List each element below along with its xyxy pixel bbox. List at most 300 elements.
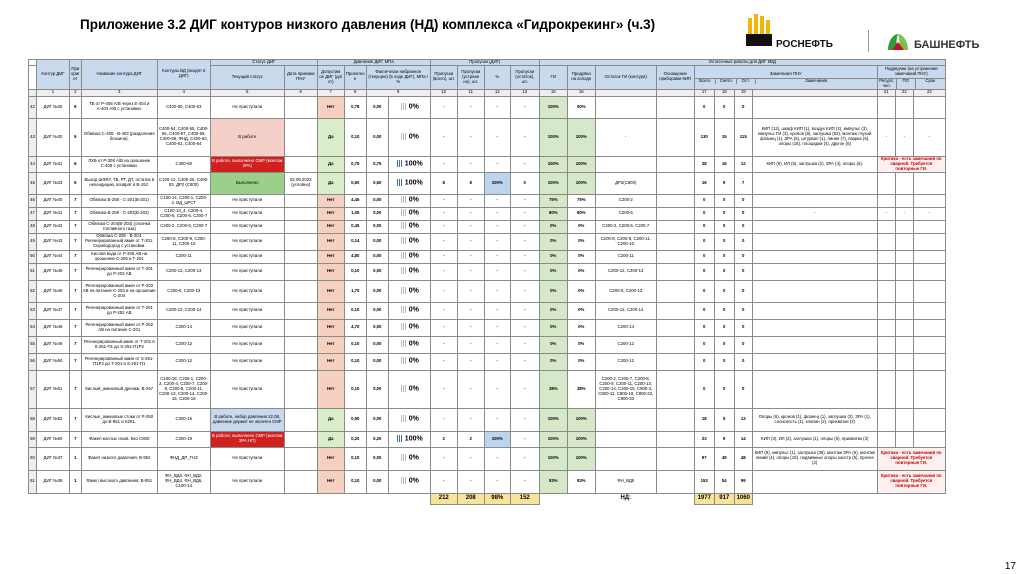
cell-po [895,280,913,302]
cell-n: 42 [29,96,37,118]
cell-actual: 0,00 [366,370,388,408]
cell-actual: 0,00 [366,220,388,233]
hdr-p-allowed: Допустим ое ДИГ (до/от) [317,65,344,89]
cell-status: Не приступали [210,280,284,302]
cell-design: 0,10 [344,353,366,370]
table-row[interactable] [29,319,946,336]
cell-actual: 0,00 [366,408,388,431]
cell-pp: - [484,280,510,302]
cell-dig: ДИГ №50 [37,353,70,370]
table-row[interactable] [29,250,946,263]
cell-gi: 0% [539,250,567,263]
cell-rf: 5 [714,408,734,431]
cell-dig: ДИГ №43 [37,233,70,250]
progress-bars-icon [400,252,407,259]
cell-res [877,302,895,319]
cell-rf: 49 [714,447,734,470]
cell-po [895,370,913,408]
cell-n: 61 [29,470,37,493]
cell-rl: 0 [734,336,752,353]
cell-gileft: С200-11 [595,250,656,263]
cell-vd: С200-6, С200-13 [157,280,210,302]
cell-equip [656,172,694,194]
cell-term [913,370,945,408]
cell-actual: 0,00 [366,118,388,156]
cell-term [913,336,945,353]
cell-rem [752,336,877,353]
table-row[interactable] [29,172,946,194]
cell-gileft: С200-12 [595,336,656,353]
cell-pl: - [510,370,539,408]
cell-pct [388,353,430,370]
cell-allowed: Да [317,408,344,431]
cell-rf: 0 [714,280,734,302]
cell-allowed: Нет [317,370,344,408]
cell-status: Не приступали [210,220,284,233]
cell-equip [656,118,694,156]
cell-vd: С100-18, С200-1, С200-2, С200-4, С200-7, С200-8, С200-9, С200-11, С200-13, С200-14, С200-15, С200-16 [157,370,210,408]
cell-equip [656,336,694,353]
table-row[interactable] [29,408,946,431]
hdr-gi-left: Остаток ГИ (контура) [595,65,656,89]
cell-vd: С200-8, С200-9, С200-11, С200-10 [157,233,210,250]
progress-bars-icon [400,454,407,461]
cell-actual: 0,00 [366,447,388,470]
hdr-status-current: Текущий статус [210,65,284,89]
cell-rt: 0 [694,280,714,302]
col-num: 23 [913,89,945,96]
cell-pr: 6 [70,156,82,172]
cell-gi: 0% [539,220,567,233]
hdr-contour-name: Название контура ДИГ [81,60,157,90]
table-row[interactable] [29,194,946,207]
cell-rl: 0 [734,96,752,118]
cell-gi: 0% [539,263,567,280]
cell-dig: ДИГ №25 [37,96,70,118]
cell-pct [388,207,430,220]
cell-pt: - [430,207,457,220]
table-row[interactable] [29,156,946,172]
cell-date [284,470,317,493]
cell-term [913,319,945,336]
cell-equip [656,207,694,220]
cell-gi: 75% [539,194,567,207]
cell-pp: - [484,470,510,493]
cell-rem [752,96,877,118]
cell-design: 0,10 [344,302,366,319]
col-num: 12 [484,89,510,96]
cell-pl: 0 [510,172,539,194]
cell-name: Обвязка С-204(В-203) (откачка топливного газа) [81,220,157,233]
cell-pt: - [430,353,457,370]
cell-date [284,431,317,447]
page-title: Приложение 3.2 ДИГ контуров низкого давления (НД) комплекса «Гидрокрекинг» (ч.3) [80,17,656,32]
cell-design: 0,75 [344,156,366,172]
cell-rf: 0 [714,96,734,118]
hdr-p-actual: Фактически набранное (текущее) (в ходе ДИГ), МПа / % [366,65,430,89]
cell-rl: 48 [734,447,752,470]
cell-equip [656,220,694,233]
table-row[interactable] [29,220,946,233]
cell-allowed: Нет [317,302,344,319]
rosneft-logo-icon [746,12,772,46]
cell-pt: - [430,250,457,263]
cell-design: 0,10 [344,370,366,408]
pct-value: 0% [408,237,419,245]
cell-pct [388,194,430,207]
cell-pr: 7 [70,263,82,280]
cell-pr: 7 [70,431,82,447]
col-num: 5 [210,89,284,96]
cell-design: 0,10 [344,118,366,156]
cell-rl: 0 [734,280,752,302]
total-pl: 152 [510,493,539,504]
table-row[interactable] [29,470,946,493]
cell-status: Не приступали [210,233,284,250]
cell-pr: 7 [70,207,82,220]
cell-po [895,336,913,353]
cell-term: - [913,118,945,156]
hdr-group-remaining: Остаточные работы для ДИГ КВД [539,60,945,66]
cell-rem [752,250,877,263]
cell-pl: - [510,220,539,233]
cell-po [895,233,913,250]
cell-rl: 0 [734,302,752,319]
cell-rem: КИП (9), импульс (1), заглушка (39), монтаж ЗРА (6), монтаж линий (4), опоры (18), подвижные опоры констр (5), прочее (2) [752,447,877,470]
cell-design: 0,10 [344,263,366,280]
logos [740,8,1000,56]
cell-name: Кислые_аминовые стоки от Р-250 до В-851 и S251. [81,408,157,431]
cell-allowed: Нет [317,319,344,336]
cell-design: 4,45 [344,194,366,207]
cell-n: 46 [29,194,37,207]
hdr-p-design: Проектно е [344,65,366,89]
table-row[interactable] [29,96,946,118]
cell-pl: - [510,156,539,172]
cell-res [877,370,895,408]
table-row[interactable] [29,302,946,319]
hdr-sub-cols [878,79,945,89]
bashneft-logo-icon [886,32,910,52]
cell-pf: 8 [457,172,484,194]
col-num: 22 [895,89,913,96]
hdr-pressure: Давление ДИГ, МПа [317,60,430,66]
cell-pl: - [510,302,539,319]
cell-date [284,302,317,319]
cell-pct [388,263,430,280]
cell-pf: - [457,118,484,156]
total-blank [29,493,431,504]
cell-gi: 0% [539,302,567,319]
cell-pp: - [484,220,510,233]
cell-pf: - [457,470,484,493]
cell-status: В работе, набор давления 22.08, давление держит не окончен СМР [210,408,284,431]
cell-date [284,280,317,302]
rosneft-logo-text: РОСНЕФТЬ [776,39,833,50]
cell-rf: 0 [714,233,734,250]
cell-status: Не приступали [210,96,284,118]
table-row[interactable] [29,280,946,302]
cell-gileft [595,408,656,431]
cell-pf: 2 [457,431,484,447]
cell-po: - [895,207,913,220]
pct-value: 0% [408,323,419,331]
cell-status: Не приступали [210,370,284,408]
cell-name: Кислый_аминовый дренаж, В-257 [81,370,157,408]
cell-name: Факел низкого давления, В-852 [81,447,157,470]
progress-bars-icon [400,415,407,422]
cell-rem: КИП (3), ИЛ (2), заглушка (1), опоры (5), прихватки (3) [752,431,877,447]
cell-rt: 0 [694,263,714,280]
cell-n: 52 [29,280,37,302]
cell-pl: - [510,250,539,263]
col-num: 4 [157,89,210,96]
table-row[interactable] [29,370,946,408]
col-num: 10 [430,89,457,96]
cell-pr: 6 [70,96,82,118]
cell-n: 47 [29,207,37,220]
cell-rf: 0 [714,336,734,353]
table-row[interactable] [29,336,946,353]
table-row[interactable] [29,353,946,370]
cell-date [284,118,317,156]
cell-pf: - [457,220,484,233]
total-pt: 212 [430,493,457,504]
cell-pt: - [430,233,457,250]
cell-purge: 0% [567,336,595,353]
cell-rf: 9 [714,172,734,194]
table-row[interactable] [29,118,946,156]
cell-allowed: Да [317,156,344,172]
cell-pr: 7 [70,336,82,353]
progress-bars-icon [400,196,407,203]
cell-pt: - [430,370,457,408]
cell-name: Регенерированный амин от S-251-П1Р2 до Т-201 в S-251-П1 [81,353,157,370]
cell-dig: ДИГ №30 [37,118,70,156]
cell-name: Обвязка В-259 - С-203(В-202) [81,207,157,220]
cell-design: 0,78 [344,96,366,118]
cell-pct [388,447,430,470]
cell-equip [656,319,694,336]
cell-date [284,263,317,280]
cell-rl: 0 [734,353,752,370]
cell-date [284,233,317,250]
col-num: 8 [344,89,366,96]
cell-pr: 7 [70,370,82,408]
cell-po [895,172,913,194]
col-num [656,89,694,96]
cell-rem [752,370,877,408]
cell-gileft [595,447,656,470]
col-num: 21 [877,89,895,96]
hdr-sub-po: ПО [897,79,916,89]
hdr-status: Статус ДИГ [210,60,317,66]
cell-pr: 7 [70,302,82,319]
cell-name: ТБ от Р-408 А/В через Е-404 и А-404 А/В с установки. [81,96,157,118]
table-row[interactable] [29,431,946,447]
hdr-rem-total: Всего [695,79,716,84]
cell-rf: 0 [714,194,734,207]
cell-vd: С200-12 [157,336,210,353]
cell-pf: - [457,353,484,370]
cell-date [284,408,317,431]
cell-pt: - [430,194,457,207]
cell-term [913,431,945,447]
cell-equip [656,250,694,263]
cell-rf: 54 [714,470,734,493]
hdr-sub-resource: Ресурс, чел. [878,79,897,89]
cell-pl: - [510,431,539,447]
cell-gi: 0% [539,319,567,336]
cell-date [284,319,317,336]
cell-gi: 80% [539,207,567,220]
cell-res [877,336,895,353]
cell-actual: 0,00 [366,96,388,118]
cell-rem [752,233,877,250]
cell-pp: - [484,353,510,370]
cell-pf: - [457,194,484,207]
cell-pct [388,250,430,263]
cell-actual: 0,00 [366,353,388,370]
cell-po [895,408,913,431]
cell-gileft [595,431,656,447]
cell-term [913,233,945,250]
cell-rl: 0 [734,207,752,220]
cell-res [877,250,895,263]
cell-dig: ДИГ №42 [37,220,70,233]
cell-n: 59 [29,431,37,447]
cell-rem: Опоры (6), кронов (1), фланец (1), заглушка (3), ЗРА (1), сосисность (1), клапан (2), прихватки (3) [752,408,877,431]
cell-rf: 0 [714,250,734,263]
cell-vd: С200-2, С200-6, С200-7 [157,220,210,233]
cell-vd: ФН_ВД5, ФН_ВД2, ФН_ВД4, ФН_ВД6, С100-14 [157,470,210,493]
cell-pr: 7 [70,220,82,233]
progress-bars-icon [400,222,407,229]
cell-n: 45 [29,172,37,194]
totals-row [29,493,946,504]
hdr-passes-total: Пропуски (всего), шт. [430,65,457,89]
cell-name: Регенерированный амин от Р-252 АВ на питание С-201 [81,319,157,336]
progress-bars-icon [400,209,407,216]
cell-actual: 0,00 [366,336,388,353]
cell-pp: - [484,233,510,250]
cell-gileft: С200-8, С200-9, С200-11, С200-10 [595,233,656,250]
cell-rt: 130 [694,118,714,156]
cell-rf: 9 [714,431,734,447]
cell-pf: - [457,408,484,431]
table-row[interactable] [29,263,946,280]
cell-actual: 0,00 [366,470,388,493]
cell-name: Кислая вода от Р-205 АВ на орошение С-205 и Т-201 [81,250,157,263]
cell-design: 1,05 [344,207,366,220]
cell-pt: 2 [430,431,457,447]
cell-date: 02.09.2023 (условно) [284,172,317,194]
cell-pct [388,431,430,447]
cell-actual: 0,75 [366,156,388,172]
cell-pr: 7 [70,194,82,207]
cell-status: Не приступали [210,353,284,370]
cell-dig: ДИГ №31 [37,156,70,172]
cell-vd: С200-19 [157,431,210,447]
cell-gileft: С200-14 [595,319,656,336]
total-blank [656,493,694,504]
cell-pf: - [457,207,484,220]
cell-n: 53 [29,302,37,319]
total-blank [752,493,945,504]
cell-equip [656,447,694,470]
cell-pl: - [510,447,539,470]
table-row[interactable] [29,207,946,220]
cell-allowed: Да [317,431,344,447]
cell-term [913,302,945,319]
pct-value: 0% [408,454,419,462]
cell-pl: - [510,280,539,302]
cell-pl: - [510,207,539,220]
col-num: 6 [284,89,317,96]
cell-pct [388,302,430,319]
col-num: 3 [81,89,157,96]
hdr-remarks-block [694,65,877,89]
cell-n: 60 [29,447,37,470]
table-row[interactable] [29,447,946,470]
cell-res [877,194,895,207]
cell-actual: 0,20 [366,431,388,447]
cell-gileft: ДР2(С800) [595,172,656,194]
cell-gileft: С200-2, С200-6, С200-7 [595,220,656,233]
cell-po [895,302,913,319]
cell-name: Выход ШФЛУ, ТБ, РТ, ДТ, остатка в нехондицию, возврат в В-152. [81,172,157,194]
cell-pp: - [484,370,510,408]
cell-pp: - [484,96,510,118]
cell-allowed: Нет [317,96,344,118]
cell-res [877,353,895,370]
cell-gi: 100% [539,447,567,470]
cell-date [284,156,317,172]
col-num: 18 [714,89,734,96]
cell-design: 0,45 [344,220,366,233]
cell-n: 44 [29,156,37,172]
cell-pf: - [457,250,484,263]
cell-name: Обвязка С-405 - В-403 (разделение бензина). [81,118,157,156]
cell-rf: 15 [714,118,734,156]
cell-pl: - [510,233,539,250]
cell-name: Обвязка В-258 - С-201(В-201) [81,194,157,207]
cell-equip [656,194,694,207]
cell-pp: - [484,194,510,207]
cell-gileft: С200-12 [595,353,656,370]
cell-purge: 0% [567,250,595,263]
cell-rl: 115 [734,118,752,156]
table-row[interactable] [29,233,946,250]
dig-table [28,59,946,505]
cell-dig: ДИГ №46 [37,280,70,302]
cell-vd: С200-12 [157,353,210,370]
cell-rl: 14 [734,431,752,447]
cell-purge: 80% [567,207,595,220]
cell-equip [656,280,694,302]
cell-res [877,408,895,431]
cell-gileft: С200-12, С200-14 [595,302,656,319]
cell-rem [752,470,877,493]
pct-value: 0% [408,306,419,314]
cell-res: - [877,207,895,220]
cell-dig: ДИГ №51 [37,370,70,408]
cell-pl: - [510,194,539,207]
cell-pf: - [457,96,484,118]
hdr-passes-left: Пропуски (остаток), шт. [510,65,539,89]
cell-pp: - [484,408,510,431]
cell-purge: 100% [567,156,595,172]
